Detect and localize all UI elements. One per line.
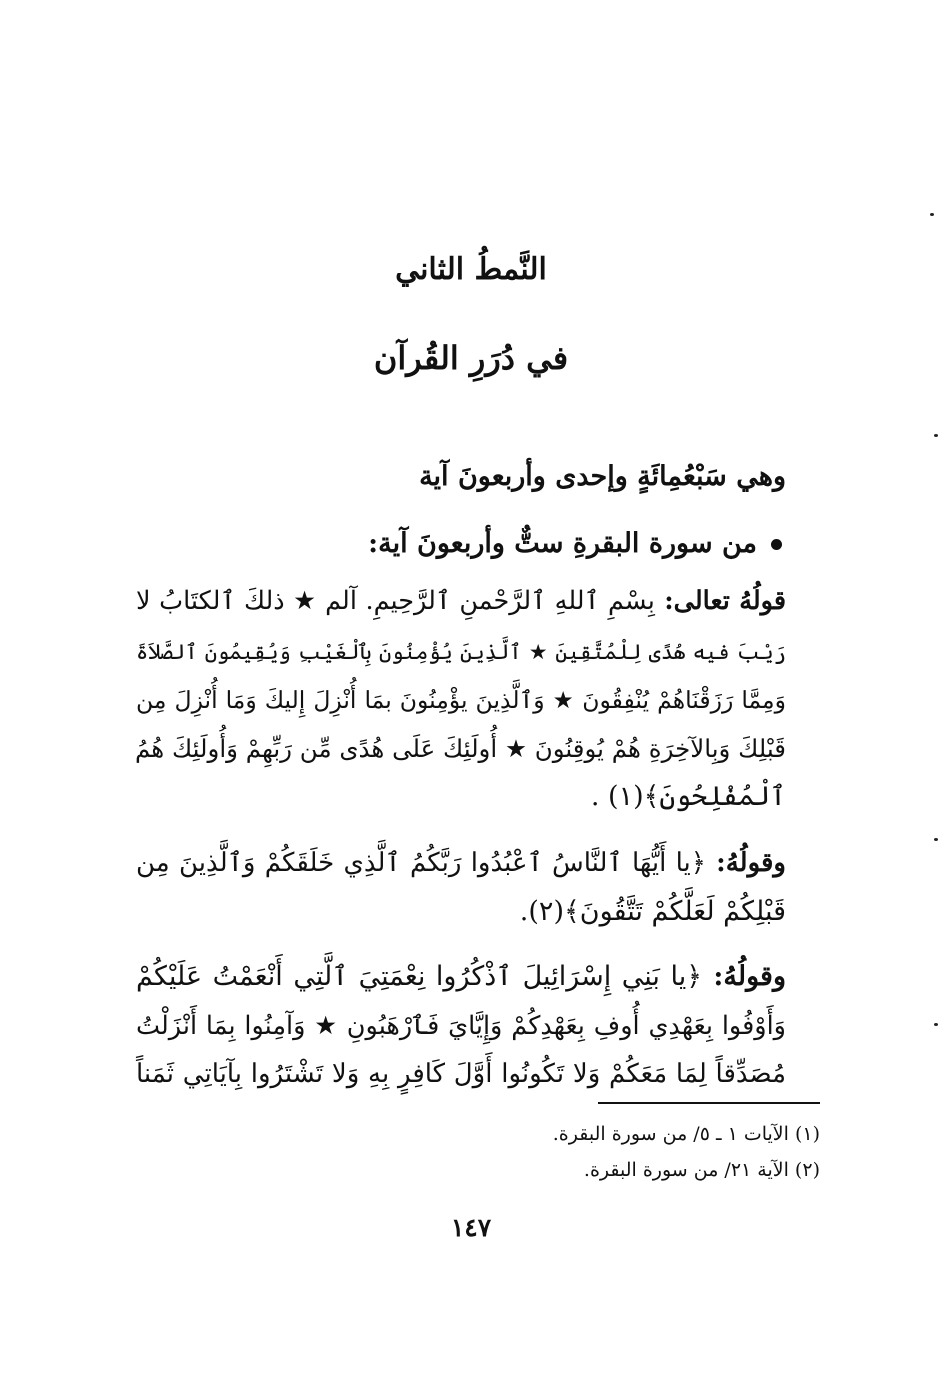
- paragraph-2-lead: وقولُهُ:: [706, 848, 786, 878]
- paragraph-1-lead: قولُهُ تعالى:: [654, 586, 787, 616]
- bullet-icon: [771, 539, 782, 550]
- footnote-2: (٢) الآية ٢١/ من سورة البقرة.: [583, 1159, 820, 1181]
- paragraph-3-text-1: ﴿يا بَنِي إِسْرَائِيلَ ٱذْكُرُوا نِعْمَتِيَ ٱلَّتِي أَنْعَمْتُ عَلَيْكُمْ: [136, 961, 703, 992]
- scan-speck: [934, 434, 938, 437]
- pattern-heading: النَّمطُ الثاني: [395, 252, 547, 287]
- paragraph-1-line-5: ٱلْمُفْلِحُونَ﴾(١) .: [590, 781, 786, 812]
- paragraph-1-text-1: بِسْمِ ٱللهِ ٱلرَّحْمنِ ٱلرَّحِيمِ. آلم ★ ذلكَ ٱلكتَابُ لا: [136, 586, 655, 616]
- paragraph-2-line-2: قَبْلِكُمْ لَعَلَّكُمْ تَتَّقُونَ﴾(٢).: [519, 896, 786, 927]
- scan-speck: [934, 838, 938, 841]
- paragraph-3-lead: وقولُهُ:: [702, 961, 786, 992]
- paragraph-1-line-4: قَبْلِكَ وَبِالآخِرَةِ هُمْ يُوقِنُونَ ★ أُولَئِكَ عَلَى هُدًى مِّن رَبِّهِمْ وَأُولَئِكَ هُمُ: [134, 734, 786, 763]
- page-number: ١٤٧: [450, 1213, 492, 1242]
- scan-speck: [930, 213, 934, 216]
- paragraph-2-text-1: ﴿يا أَيُّهَا ٱلنَّاسُ ٱعْبُدُوا رَبَّكُمُ ٱلَّذِي خَلَقَكُمْ وَٱلَّذِينَ مِن: [136, 848, 707, 878]
- paragraph-1-line-3: وَمِمَّا رَزَقْنَاهُمْ يُنْفِقُونَ ★ وَٱلَّذِينَ يؤْمِنُونَ بمَا أُنْزِلَ إِليكَ وَمَا أُنْزِلَ مِن: [136, 686, 786, 714]
- section-heading: [132, 524, 782, 564]
- scan-speck: [934, 1023, 938, 1026]
- paragraph-3-line-3: مُصَدِّقاً لِمَا مَعَكُمْ وَلا تَكُونُوا أَوَّلَ كَافِرٍ بِهِ وَلا تَشْتَرُوا بِآيَاتِي ثَمَناً: [136, 1059, 786, 1089]
- paragraph-3-line-2: وَأَوْفُوا بِعَهْدِي أُوفِ بِعَهْدِكُمْ وَإِيَّايَ فَٱرْهَبُونِ ★ وَآمِنُوا بِمَا أَنْزَلْتُ: [136, 1011, 786, 1041]
- paragraph-1-line-1: [136, 581, 786, 621]
- paragraph-1-line-2: رَيْبَ فيه هُدًى لِلْمُتَّقِينَ ★ ٱلَّذِينَ يُؤْمِنُونَ بِٱلْغَيْبِ وَيُقِيمُونَ ٱلصَّلاَةَ: [136, 640, 786, 664]
- footnote-divider: [598, 1102, 820, 1104]
- section-label: من سورة البقرةِ ستٌّ وأربعونَ آية:: [368, 528, 757, 559]
- paragraph-2-line-1: [136, 843, 786, 883]
- intro-line: وهي سَبْعُمِائَةٍ وإحدى وأربعونَ آية: [419, 461, 786, 492]
- paragraph-3-line-1: [136, 957, 786, 997]
- chapter-title: في دُرَرِ القُرآن: [373, 339, 569, 377]
- footnote-1: (١) الآيات ١ ـ ٥/ من سورة البقرة.: [552, 1123, 820, 1145]
